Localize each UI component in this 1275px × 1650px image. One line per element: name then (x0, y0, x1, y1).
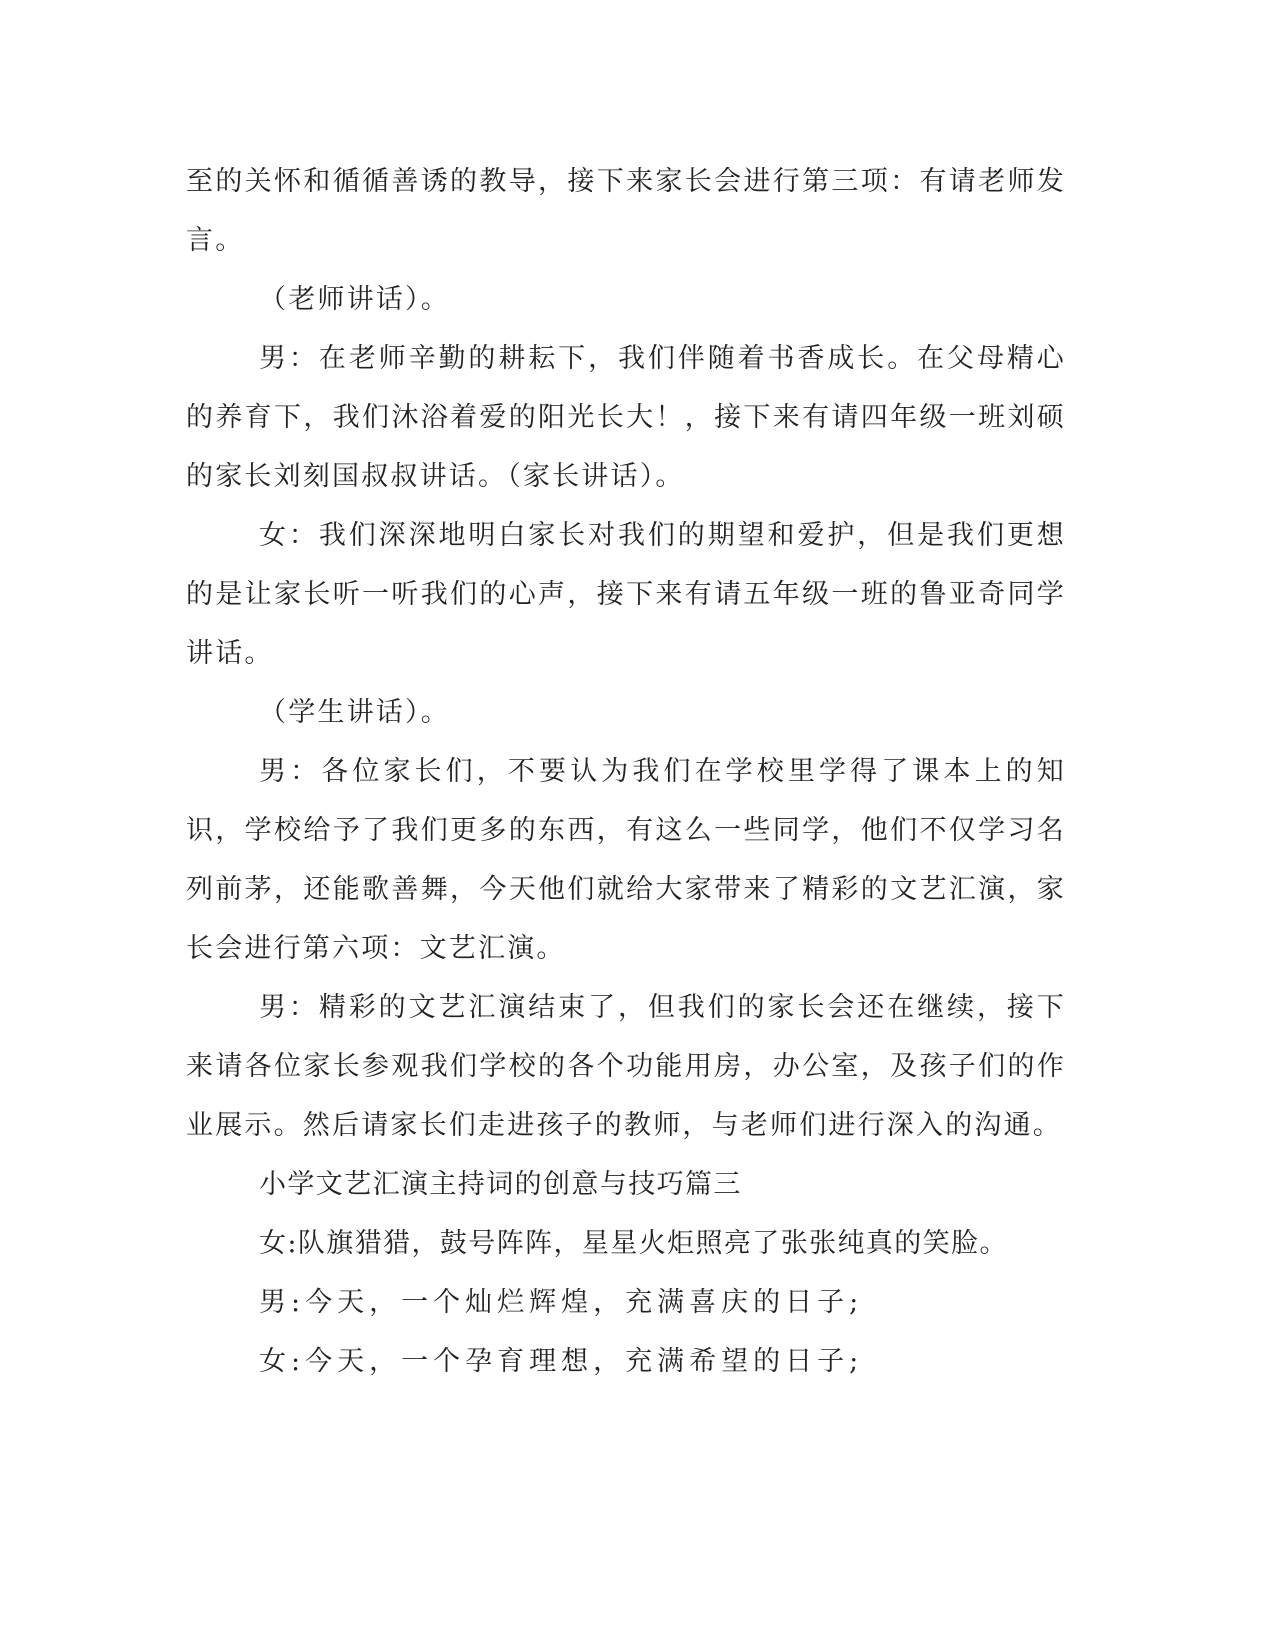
paragraph-opening-female-2: 女:今天，一个孕育理想，充满希望的日子; (259, 1346, 864, 1377)
paragraph-performance-intro: 男：各位家长们，不要认为我们在学校里学得了课本上的知识，学校给予了我们更多的东西，有这么一些同学，他们不仅学习名列前茅，还能歌善舞，今天他们就给大家带来了精彩的文艺汇演，家长会进行第六项：文艺汇演。 (186, 756, 1066, 964)
paragraph-student-speech: （学生讲话）。 (259, 697, 450, 728)
paragraph-teacher-speech: （老师讲话）。 (259, 284, 450, 315)
paragraph-student-intro: 女：我们深深地明白家长对我们的期望和爱护，但是我们更想的是让家长听一听我们的心声，接下来有请五年级一班的鲁亚奇同学讲话。 (186, 520, 1066, 669)
paragraph-parent-intro: 男：在老师辛勤的耕耘下，我们伴随着书香成长。在父母精心的养育下，我们沐浴着爱的阳光长大！，接下来有请四年级一班刘硕的家长刘刻国叔叔讲话。（家长讲话）。 (186, 343, 1066, 492)
paragraph-teacher-intro: 至的关怀和循循善诱的教导，接下来家长会进行第三项：有请老师发言。 (186, 166, 1066, 256)
paragraph-opening-female-1: 女:队旗猎猎，鼓号阵阵，星星火炬照亮了张张纯真的笑脸。 (259, 1228, 1008, 1259)
paragraph-closing: 男：精彩的文艺汇演结束了，但我们的家长会还在继续，接下来请各位家长参观我们学校的各个功能用房，办公室，及孩子们的作业展示。然后请家长们走进孩子的教师，与老师们进行深入的沟通。 (186, 992, 1066, 1141)
section-heading: 小学文艺汇演主持词的创意与技巧篇三 (259, 1169, 742, 1200)
paragraph-opening-male: 男:今天，一个灿烂辉煌，充满喜庆的日子; (259, 1287, 864, 1318)
